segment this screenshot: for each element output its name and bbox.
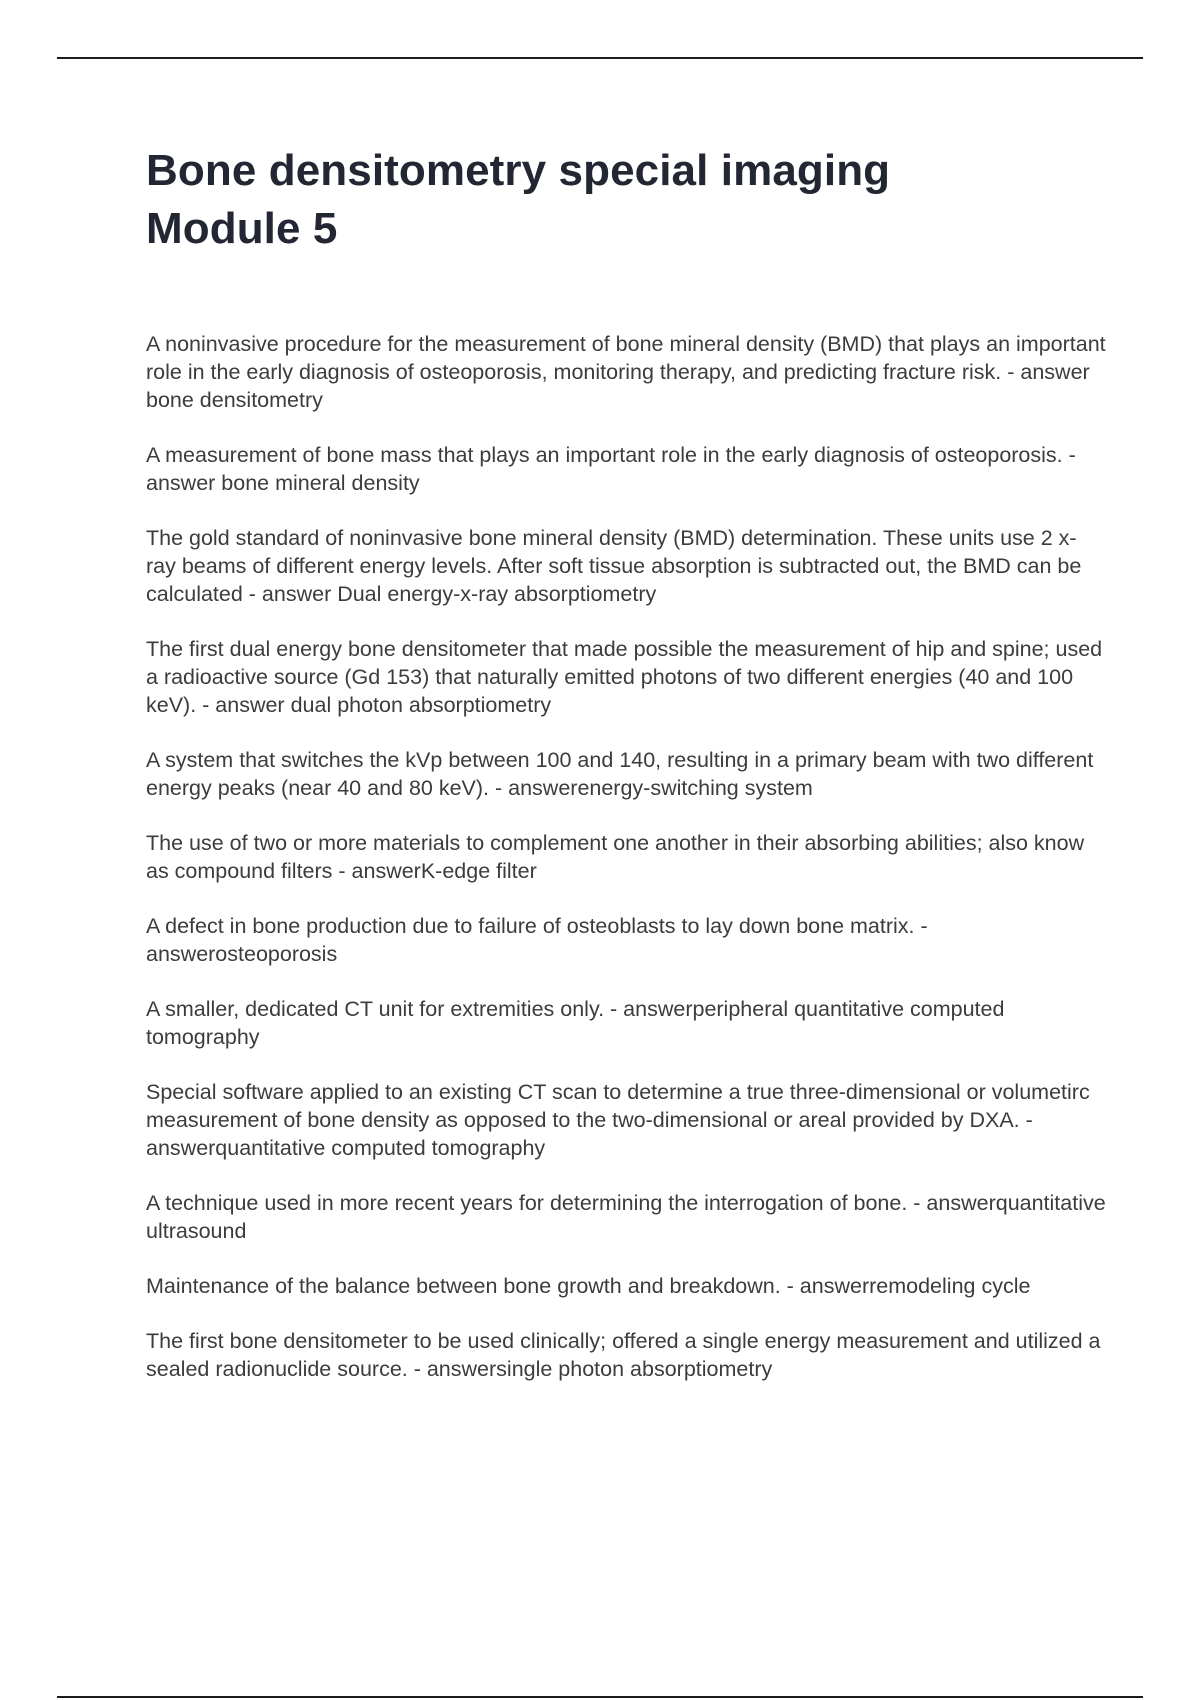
qa-item: Maintenance of the balance between bone growth and breakdown. - answerremodeling cycle [146,1274,1031,1298]
qa-item: The gold standard of noninvasive bone mineral density (BMD) determination. These units use 2 x-ray beams of different energy levels. After soft tissue absorption is subtracted out, the BMD can be calculated - answer Dual energy-x-ray absorptiometry [146,526,1082,606]
document-title [146,142,1106,258]
qa-item: A system that switches the kVp between 100 and 140, resulting in a primary beam with two different energy peaks (near 40 and 80 keV). - answerenergy-switching system [146,748,1094,800]
qa-item: A noninvasive procedure for the measurement of bone mineral density (BMD) that plays an important role in the early diagnosis of osteoporosis, monitoring therapy, and predicting fracture risk. - answer bone densitometry [146,332,1106,412]
qa-item: A defect in bone production due to failure of osteoblasts to lay down bone matrix. - answerosteoporosis [146,914,928,966]
qa-list [146,330,1106,1383]
qa-item: The use of two or more materials to complement one another in their absorbing abilities; also know as compound filters - answerK-edge filter [146,831,1085,883]
qa-item: A smaller, dedicated CT unit for extremities only. - answerperipheral quantitative computed tomography [146,997,1005,1049]
title-line-1: Bone densitometry special imaging [146,146,891,195]
qa-item: A technique used in more recent years for determining the interrogation of bone. - answerquantitative ultrasound [146,1191,1106,1243]
top-rule [57,57,1143,59]
bottom-rule [57,1696,1143,1698]
qa-item: Special software applied to an existing CT scan to determine a true three-dimensional or volumetirc measurement of bone density as opposed to the two-dimensional or areal provided by DXA. - answerquantitative computed tomography [146,1080,1090,1160]
title-line-2: Module 5 [146,204,338,253]
document-body [146,142,1106,1410]
qa-item: The first dual energy bone densitometer that made possible the measurement of hip and spine; used a radioactive source (Gd 153) that naturally emitted photons of two different energies (40 and 100 keV). - answer dual photon absorptiometry [146,637,1103,717]
qa-item: A measurement of bone mass that plays an important role in the early diagnosis of osteoporosis. - answer bone mineral density [146,443,1076,495]
qa-item: The first bone densitometer to be used clinically; offered a single energy measurement and utilized a sealed radionuclide source. - answersingle photon absorptiometry [146,1329,1101,1381]
